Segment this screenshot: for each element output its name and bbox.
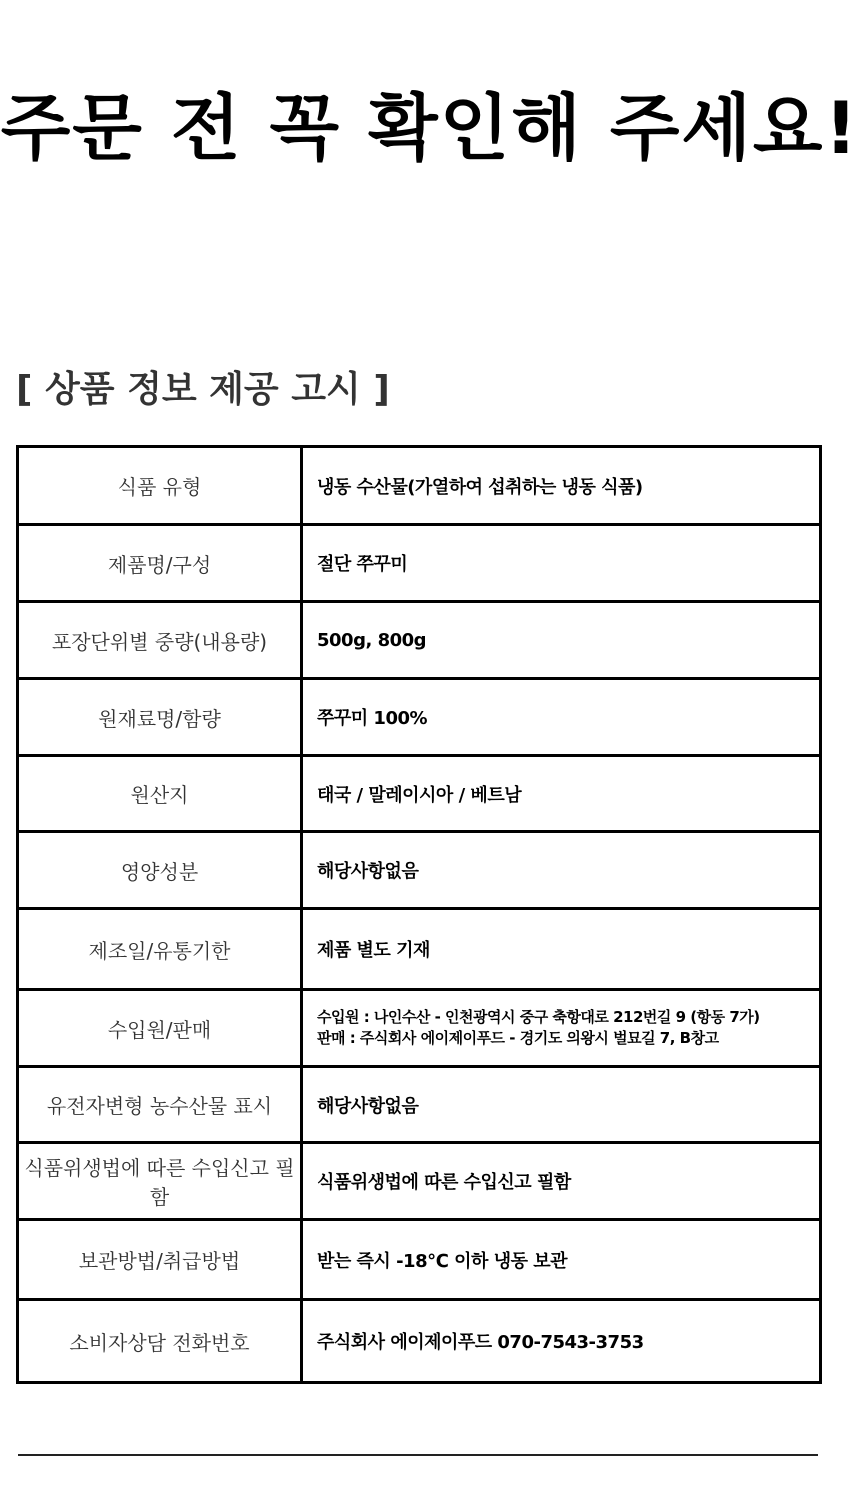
row-label: 원재료명/함량 (18, 679, 302, 756)
table-row (18, 447, 821, 525)
row-label: 제조일/유통기한 (18, 909, 302, 990)
table-row (18, 1143, 821, 1220)
row-label: 보관방법/취급방법 (18, 1220, 302, 1300)
row-value: 해당사항없음 (302, 1067, 821, 1143)
row-label: 포장단위별 중량(내용량) (18, 602, 302, 679)
importer-line: 수입원 : 나인수산 - 인천광역시 중구 축항대로 212번길 9 (항동 7가) (317, 1008, 760, 1026)
row-value: 제품 별도 기재 (302, 909, 821, 990)
row-value: 주식회사 에이제이푸드 070-7543-3753 (302, 1300, 821, 1383)
row-label: 제품명/구성 (18, 525, 302, 602)
seller-line: 판매 : 주식회사 에이제이푸드 - 경기도 의왕시 벌묘길 7, B창고 (317, 1029, 719, 1047)
product-info-table (16, 445, 822, 1384)
row-value: 쭈꾸미 100% (302, 679, 821, 756)
table-row (18, 909, 821, 990)
row-label: 소비자상담 전화번호 (18, 1300, 302, 1383)
row-value: 태국 / 말레이시아 / 베트남 (302, 756, 821, 832)
page-headline: 주문 전 꼭 확인해 주세요! (0, 86, 860, 170)
table-row (18, 525, 821, 602)
bottom-divider (18, 1454, 818, 1456)
row-label: 원산지 (18, 756, 302, 832)
row-value: 절단 쭈꾸미 (302, 525, 821, 602)
table-row (18, 679, 821, 756)
table-row (18, 832, 821, 909)
row-label: 유전자변형 농수산물 표시 (18, 1067, 302, 1143)
row-value: 식품위생법에 따른 수입신고 필함 (302, 1143, 821, 1220)
table-row (18, 990, 821, 1067)
table-row (18, 756, 821, 832)
table-row (18, 602, 821, 679)
row-label: 식품 유형 (18, 447, 302, 525)
row-value: 받는 즉시 -18℃ 이하 냉동 보관 (302, 1220, 821, 1300)
table-row (18, 1067, 821, 1143)
row-value: 해당사항없음 (302, 832, 821, 909)
table-row (18, 1300, 821, 1383)
row-value: 500g, 800g (302, 602, 821, 679)
row-value (302, 990, 821, 1067)
table-row (18, 1220, 821, 1300)
row-value: 냉동 수산물(가열하여 섭취하는 냉동 식품) (302, 447, 821, 525)
row-label: 수입원/판매 (18, 990, 302, 1067)
row-label: 식품위생법에 따른 수입신고 필함 (18, 1143, 302, 1220)
row-label: 영양성분 (18, 832, 302, 909)
section-title: [ 상품 정보 제공 고시 ] (16, 369, 390, 410)
